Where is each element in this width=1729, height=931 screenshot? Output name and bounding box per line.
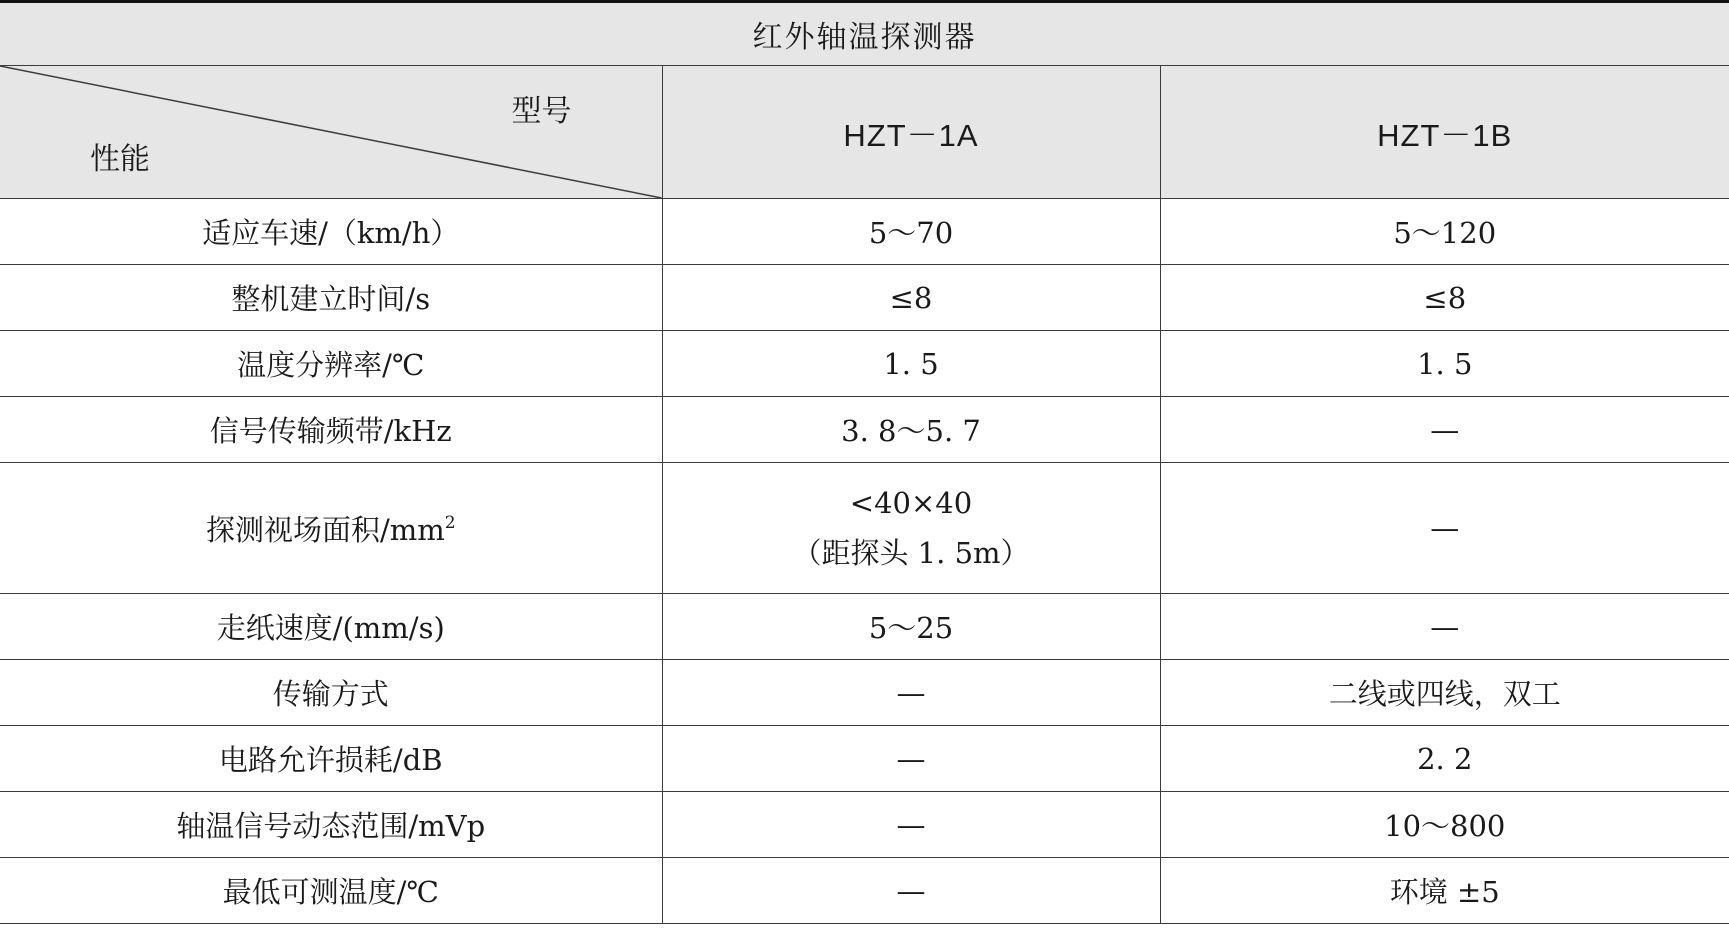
value-model-b: — [1160,463,1729,594]
value-model-b: 二线或四线，双工 [1160,660,1729,726]
table-row [0,265,1729,331]
table-row [0,792,1729,858]
value-model-b: 2. 2 [1160,726,1729,792]
table-header-row [0,66,1729,199]
value-model-a: 5～70 [662,199,1160,265]
header-model-a: HZT－1A [662,66,1160,199]
table-row [0,463,1729,594]
value-model-b: 环境 ±5 [1160,858,1729,924]
value-model-a [662,463,1160,594]
row-label: 温度分辨率/℃ [0,331,662,397]
value-model-a-line1: <40×40 [849,486,973,520]
value-model-b: — [1160,594,1729,660]
table-row [0,594,1729,660]
value-model-a: — [662,792,1160,858]
value-model-a: 1. 5 [662,331,1160,397]
table-row [0,858,1729,924]
value-model-a-line2: （距探头 1. 5m） [792,536,1030,570]
table-title: 红外轴温探测器 [0,2,1729,66]
header-model-label: 型号 [511,94,572,129]
value-model-b: — [1160,397,1729,463]
table-row [0,397,1729,463]
row-label-superscript: 2 [444,512,456,533]
value-model-b: 1. 5 [1160,331,1729,397]
table-row [0,660,1729,726]
table-row [0,331,1729,397]
row-label-main: 探测视场面积/mm [205,512,445,547]
table-title-row [0,2,1729,66]
value-model-a: — [662,660,1160,726]
header-model-b: HZT－1B [1160,66,1729,199]
diagonal-header-cell [0,66,662,199]
value-model-a: ≤8 [662,265,1160,331]
row-label: 整机建立时间/s [0,265,662,331]
value-model-a: — [662,726,1160,792]
row-label: 电路允许损耗/dB [0,726,662,792]
row-label [0,463,662,594]
row-label: 适应车速/（km/h） [0,199,662,265]
value-model-b: 10～800 [1160,792,1729,858]
table-row [0,199,1729,265]
row-label: 传输方式 [0,660,662,726]
value-model-b: 5～120 [1160,199,1729,265]
value-model-a: 5～25 [662,594,1160,660]
row-label: 走纸速度/(mm/s) [0,594,662,660]
row-label: 信号传输频带/kHz [0,397,662,463]
table-row [0,726,1729,792]
row-label: 最低可测温度/℃ [0,858,662,924]
value-model-a: — [662,858,1160,924]
value-model-b: ≤8 [1160,265,1729,331]
header-performance-label: 性能 [90,142,150,177]
value-model-a: 3. 8～5. 7 [662,397,1160,463]
row-label: 轴温信号动态范围/mVp [0,792,662,858]
